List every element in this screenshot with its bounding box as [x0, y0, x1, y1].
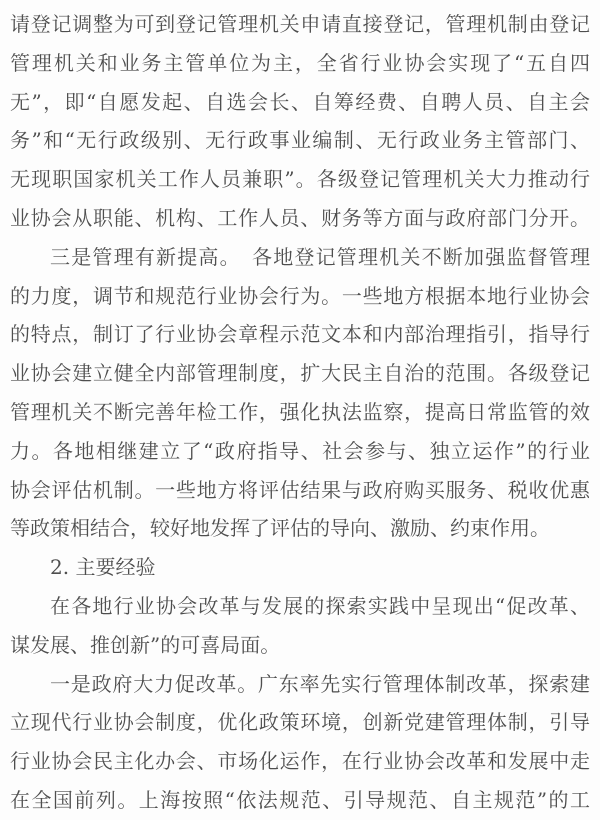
text-line: 立现代行业协会制度，优化政策环境，创新党建管理体制，引导	[10, 710, 590, 735]
text-line: 在全国前列。上海按照“依法规范、引导规范、自主规范”的工	[10, 787, 590, 812]
text-line: 管理机关不断完善年检工作，强化执法监察，提高日常监管的效	[10, 399, 590, 424]
text-line: 务”和“无行政级别、无行政事业编制、无行政业务主管部门、	[10, 128, 590, 153]
text-line: 协会评估机制。一些地方将评估结果与政府购买服务、税收优惠	[10, 477, 590, 502]
text-line: 力。各地相继建立了“政府指导、社会参与、独立运作”的行业	[10, 438, 590, 463]
paragraph-end-line: 谋发展、推创新”的可喜局面。	[10, 632, 281, 657]
paragraph-start-line: 三是管理有新提高。 各地登记管理机关不断加强监督管理	[50, 244, 590, 269]
text-line: 业协会建立健全内部管理制度，扩大民主自治的范围。各级登记	[10, 361, 590, 386]
text-line: 的特点，制订了行业协会章程示范文本和内部治理指引，指导行	[10, 322, 590, 347]
text-line: 无”，即“自愿发起、自选会长、自筹经费、自聘人员、自主会	[10, 89, 590, 114]
paragraph-start-line: 在各地行业协会改革与发展的探索实践中呈现出“促改革、	[50, 593, 590, 618]
paragraph-end-line: 等政策相结合，较好地发挥了评估的导向、激励、约束作用。	[10, 516, 550, 541]
text-line: 无现职国家机关工作人员兼职”。各级登记管理机关大力推动行	[10, 167, 590, 192]
section-heading: 2. 主要经验	[50, 555, 156, 580]
paragraph-start-line: 一是政府大力促改革。广东率先实行管理体制改革，探索建	[50, 671, 590, 696]
text-line: 管理机关和业务主管单位为主，全省行业协会实现了“五自四	[10, 50, 590, 75]
text-line: 业协会从职能、机构、工作人员、财务等方面与政府部门分开。	[10, 205, 590, 230]
text-line: 请登记调整为可到登记管理机关申请直接登记，管理机制由登记	[10, 12, 590, 36]
text-line: 的力度，调节和规范行业协会行为。一些地方根据本地行业协会	[10, 283, 590, 308]
text-line: 行业协会民主化办会、市场化运作，在行业协会改革和发展中走	[10, 749, 590, 774]
